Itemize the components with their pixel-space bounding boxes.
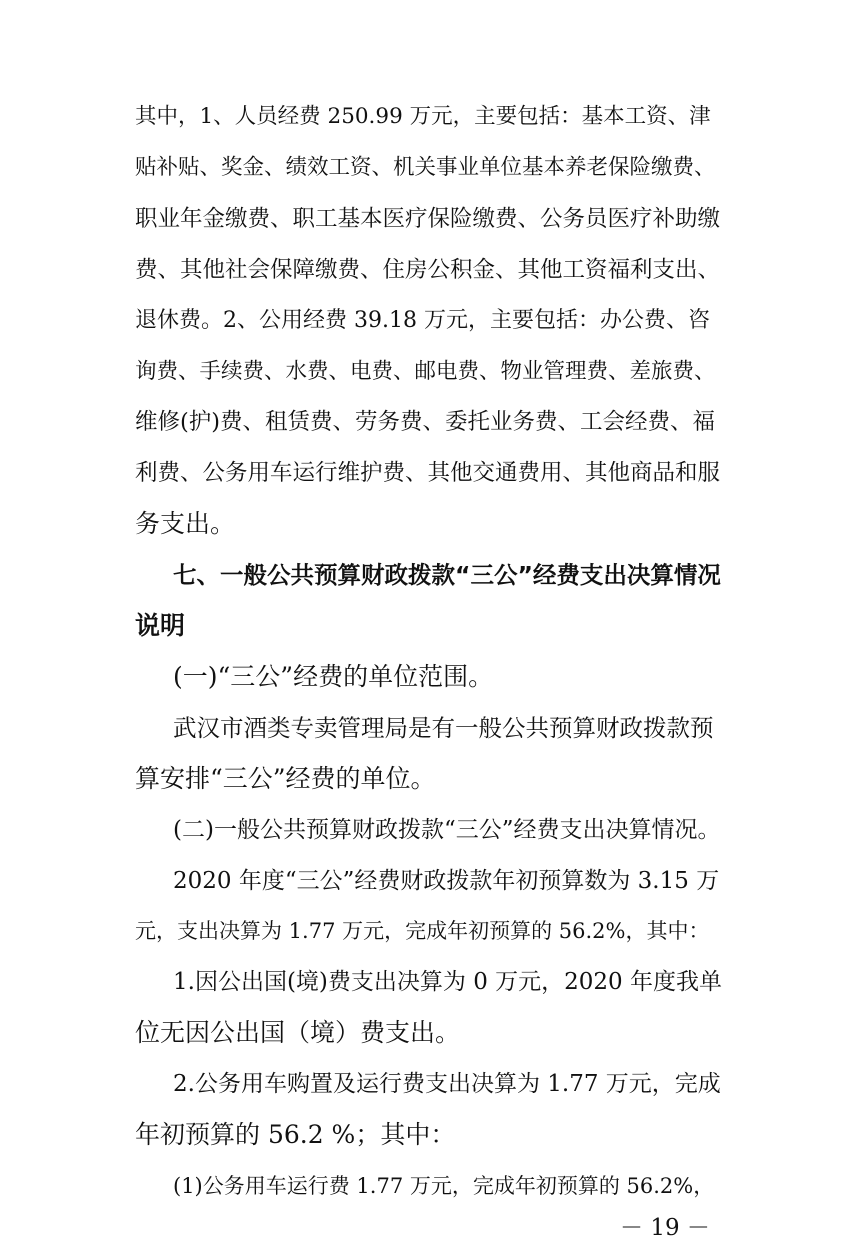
text-span: 元，支出决算为 1.77 万元，完成年初预算的 56.2%，其中： [135,919,710,944]
body-text-line [0,856,850,906]
body-text-line [0,1059,850,1109]
body-text-line [0,448,850,498]
heading-text: 说明 [135,611,186,640]
body-text-line [0,754,850,804]
text-span: 1.因公出国(境)费支出决算为 0 万元，2020 年度我单 [173,969,722,996]
body-text-line [0,245,850,295]
body-text-line [0,194,850,244]
body-text-line [0,397,850,447]
text-span: 退休费。2、公用经费 39.18 万元，主要包括：办公费、咨 [135,307,710,333]
text-span: 利费、公务用车运行维护费、其他交通费用、其他商品和服 [135,460,721,487]
text-span: (二)一般公共预算财政拨款“三公”经费支出决算情况。 [173,816,721,843]
body-text-line [0,143,850,193]
body-text-line [0,1110,850,1160]
subsection-heading [0,805,850,855]
body-text-line [0,347,850,397]
text-span: 算安排“三公”经费的单位。 [135,763,436,793]
text-span: 武汉市酒类专卖管理局是有一般公共预算财政拨款预 [173,713,714,742]
text-span: 其中，1、人员经费 250.99 万元，主要包括：基本工资、津 [135,104,711,129]
section-heading [0,550,850,600]
text-span: 务支出。 [135,509,236,539]
text-span: 年初预算的 56.2 %；其中： [135,1120,456,1149]
text-span: 询费、手续费、水费、电费、邮电费、物业管理费、差旅费、 [135,358,716,384]
text-span: 2.公务用车购置及运行费支出决算为 1.77 万元，完成 [173,1071,721,1098]
heading-text: 七、一般公共预算财政拨款“三公”经费支出决算情况 [173,561,721,590]
text-span: 2020 年度“三公”经费财政拨款年初预算数为 3.15 万 [173,867,720,894]
text-span: 职业年金缴费、职工基本医疗保险缴费、公务员医疗补助缴 [135,205,721,232]
body-text-line [0,957,850,1007]
body-text-line [0,296,850,346]
text-span: (一)“三公”经费的单位范围。 [173,661,494,691]
body-text-line [0,703,850,753]
body-text-line [0,1008,850,1058]
body-text-line [0,906,850,956]
text-span: 贴补贴、奖金、绩效工资、机关事业单位基本养老保险缴费、 [135,154,716,180]
page-number: － 19 － [620,1214,710,1241]
text-span: 费、其他社会保障缴费、住房公积金、其他工资福利支出、 [135,256,721,283]
subsection-heading [0,652,850,702]
section-heading-continued [0,601,850,651]
text-span: 维修(护)费、租赁费、劳务费、委托业务费、工会经费、福 [135,409,716,436]
body-text-line [0,499,850,549]
text-span: 位无因公出国（境）费支出。 [135,1018,461,1048]
text-span: (1)公务用车运行费 1.77 万元，完成年初预算的 56.2%， [173,1173,715,1198]
body-text-line [0,1161,850,1211]
body-text-line [0,92,850,142]
